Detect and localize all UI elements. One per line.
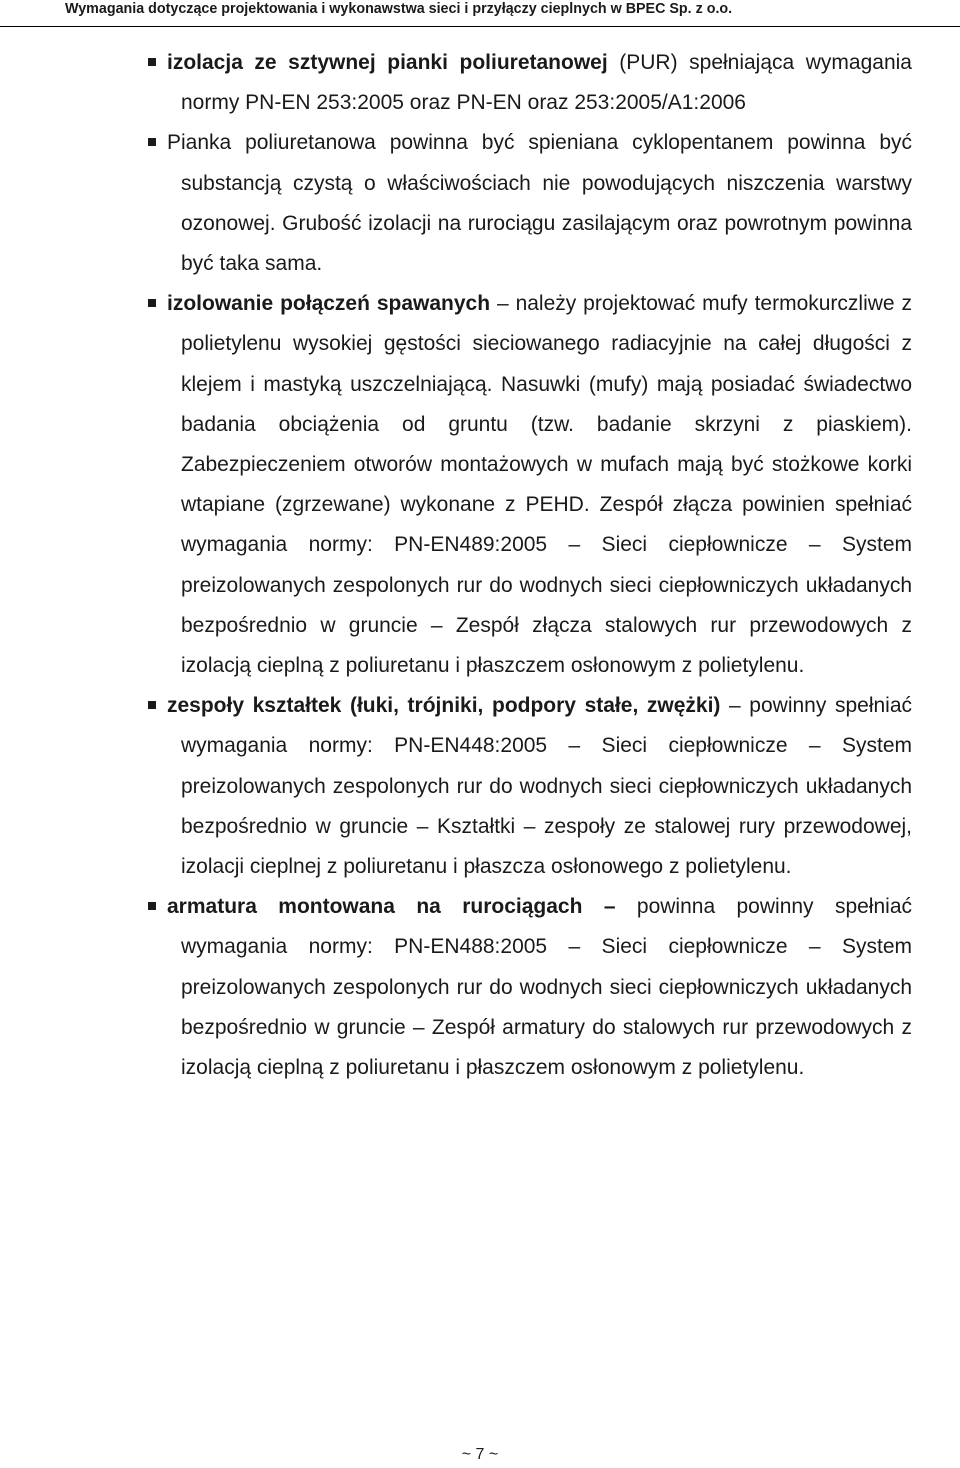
document-body	[0, 43, 960, 1088]
list-item-text: – powinny spełniać wymagania normy: PN-EN448:2005 – Sieci ciepłownicze – System preizolowanych zespolonych rur do wodnych sieci ciepłowniczych układanych bezpośrednio w gruncie – Kształtki – zespoły ze stalowej rury przewodowej, izolacji cieplnej z poliuretanu i płaszcza osłonowego z polietylenu.	[181, 694, 913, 879]
list-item-lead	[167, 694, 912, 878]
list-item-lead	[167, 131, 912, 275]
list-item-text: Pianka poliuretanowa powinna być spieniana cyklopentanem powinna być substancją czystą o właściwościach nie powodujących niszczenia warstwy ozonowej. Grubość izolacji na rurociągu zasilającym oraz powrotnym powinna być taka sama.	[167, 131, 912, 276]
list-item-foam	[167, 123, 912, 284]
list-item-fittings	[167, 686, 913, 887]
list-item-lead	[167, 895, 912, 1079]
square-bullet-icon	[148, 902, 156, 910]
list-item-heading: zespoły kształtek (łuki, trójniki, podpory stałe, zwężki)	[167, 694, 721, 718]
list-item-text: powinna powinny spełniać wymagania normy: PN-EN488:2005 – Sieci ciepłownicze – System preizolowanych zespolonych rur do wodnych sieci ciepłowniczych układanych bezpośrednio w gruncie – Zespół armatury do stalowych rur przewodowych z izolacją cieplną z poliuretanu i płaszczem osłonowym z polietylenu.	[181, 895, 912, 1080]
square-bullet-icon	[148, 299, 156, 307]
page-header	[0, 0, 960, 27]
list-item-lead	[167, 51, 912, 114]
square-bullet-icon	[148, 138, 156, 146]
list-item-heading: izolacja ze sztywnej pianki poliuretanowej	[167, 51, 608, 74]
list-item-text: – należy projektować mufy termokurczliwe z polietylenu wysokiej gęstości sieciowanego radiacyjnie na całej długości z klejem i mastyką uszczelniającą. Nasuwki (mufy) mają posiadać świadectwo badania obciążenia od gruntu (tzw. badanie skrzyni z piaskiem). Zabezpieczeniem otworów montażowych w mufach mają być stożkowe korki wtapiane (zgrzewane) wykonane z PEHD. Zespół złącza powinien spełniać wymagania normy: PN-EN489:2005 – Sieci ciepłownicze – System preizolowanych zespolonych rur do wodnych sieci ciepłowniczych układanych bezpośrednio w gruncie – Zespół złącza stalowych rur przewodowych z izolacją cieplną z poliuretanu i płaszczem osłonowym z polietylenu.	[181, 292, 913, 678]
list-item-heading: izolowanie połączeń spawanych	[167, 292, 491, 316]
header-title: Wymagania dotyczące projektowania i wykonawstwa sieci i przyłączy cieplnych w BPEC Sp. z o.o.	[65, 1, 733, 17]
list-item-pur-insulation	[167, 43, 912, 123]
list-item-lead	[167, 292, 912, 677]
list-item-valves	[167, 887, 912, 1088]
list-item-text: (PUR) spełniająca wymagania normy PN-EN 253:2005 oraz PN-EN oraz 253:2005/A1:2006	[181, 51, 912, 115]
page-number: ~ 7 ~	[461, 1446, 499, 1463]
square-bullet-icon	[148, 58, 156, 66]
list-item-welded-joints	[167, 284, 913, 686]
list-item-heading: armatura montowana na rurociągach –	[167, 895, 616, 919]
square-bullet-icon	[148, 701, 156, 709]
